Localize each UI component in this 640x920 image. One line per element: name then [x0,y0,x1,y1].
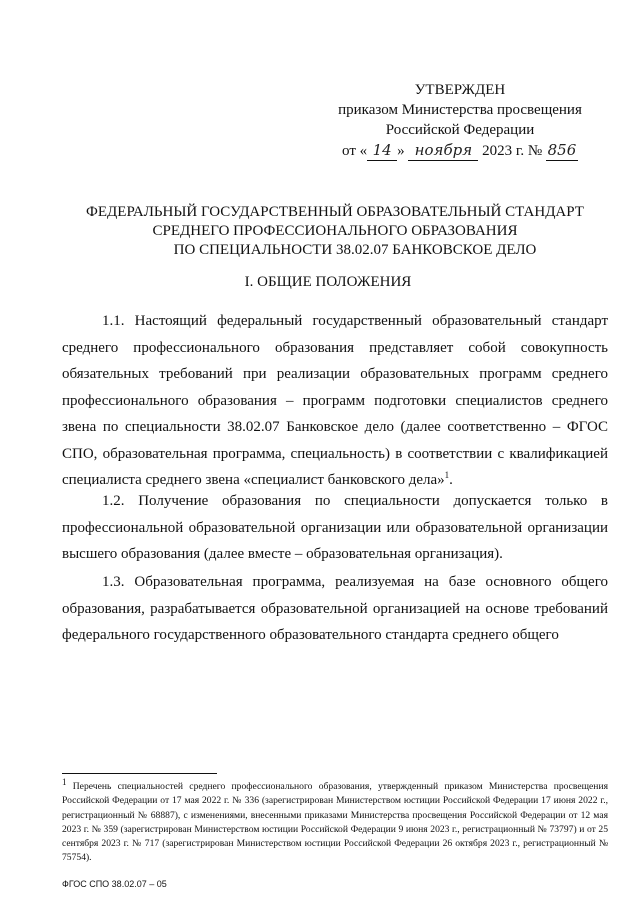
footnote-ref[interactable]: 1 [444,470,450,480]
approval-line-1: приказом Министерства просвещения [338,102,582,118]
date-prefix: от « [342,143,368,159]
paragraph-1-1-end: . [449,472,453,488]
paragraph-1-1 [62,308,608,494]
footnote [62,776,608,866]
date-mid: » [397,143,405,159]
paragraph-1-3: 1.3. Образовательная программа, реализуемая на базе основного общего образования, разрабатывается образовательной организацией на основе требований федерального государственного образовательного стандарта среднего общего [62,574,608,643]
footnote-marker: 1 [62,776,67,787]
footnote-text: Перечень специальностей среднего профессионального образования, утвержденный приказом Министерства просвещения Российской Федерации от 17 мая 2022 г. № 336 (зарегистрирован Министерством юстиции Российской Федерации 17 июня 2022 г., регистрационный № 68887), с изменениями, внесенными приказами Министерства просвещения Российской Федерации от 12 мая 2023 г. № 359 (зарегистрирован Министерством юстиции Российской Федерации 9 июня 2023 г., регистрационный № 73797) и от 25 сентября 2023 г. № 717 (зарегистрирован Министерством юстиции Российской Федерации 26 октября 2023 г., регистрационный № 75754). [62,781,608,864]
handwritten-order-number: 856 [547,141,577,159]
approval-title: УТВЕРЖДЕН [414,82,506,98]
footnote-divider [62,773,217,774]
title-line-1: ФЕДЕРАЛЬНЫЙ ГОСУДАРСТВЕННЫЙ ОБРАЗОВАТЕЛЬНЫЙ СТАНДАРТ [86,204,584,220]
date-year: 2023 г. № [482,143,543,159]
paragraph-1-1-text: 1.1. Настоящий федеральный государственный образовательный стандарт среднего профессионального образования представляет собой совокупность обязательных требований при реализации образовательных программ среднего профессионального образования – программ подготовки специалистов среднего звена по специальности 38.02.07 Банковское дело (далее соответственно – ФГОС СПО, образовательная программа, специальность) в соответствии с квалификацией специалиста среднего звена «специалист банковского дела» [62,313,608,488]
approval-line-2: Российской Федерации [385,122,535,138]
approval-date [330,140,590,161]
section-heading: I. ОБЩИЕ ПОЛОЖЕНИЯ [244,274,412,290]
page-footer: ФГОС СПО 38.02.07 – 05 [62,879,167,889]
approval-block [330,80,590,161]
title-line-3: ПО СПЕЦИАЛЬНОСТИ 38.02.07 БАНКОВСКОЕ ДЕЛО [173,242,537,258]
document-title [80,203,590,260]
handwritten-month: ноября [408,140,478,161]
paragraph-1-2: 1.2. Получение образования по специальности допускается только в профессиональной образовательной организации или образовательной организации высшего образования (далее вместе – образовательная организация). [62,493,608,562]
title-line-2: СРЕДНЕГО ПРОФЕССИОНАЛЬНОГО ОБРАЗОВАНИЯ [152,223,518,239]
handwritten-day: 14 [367,140,397,161]
